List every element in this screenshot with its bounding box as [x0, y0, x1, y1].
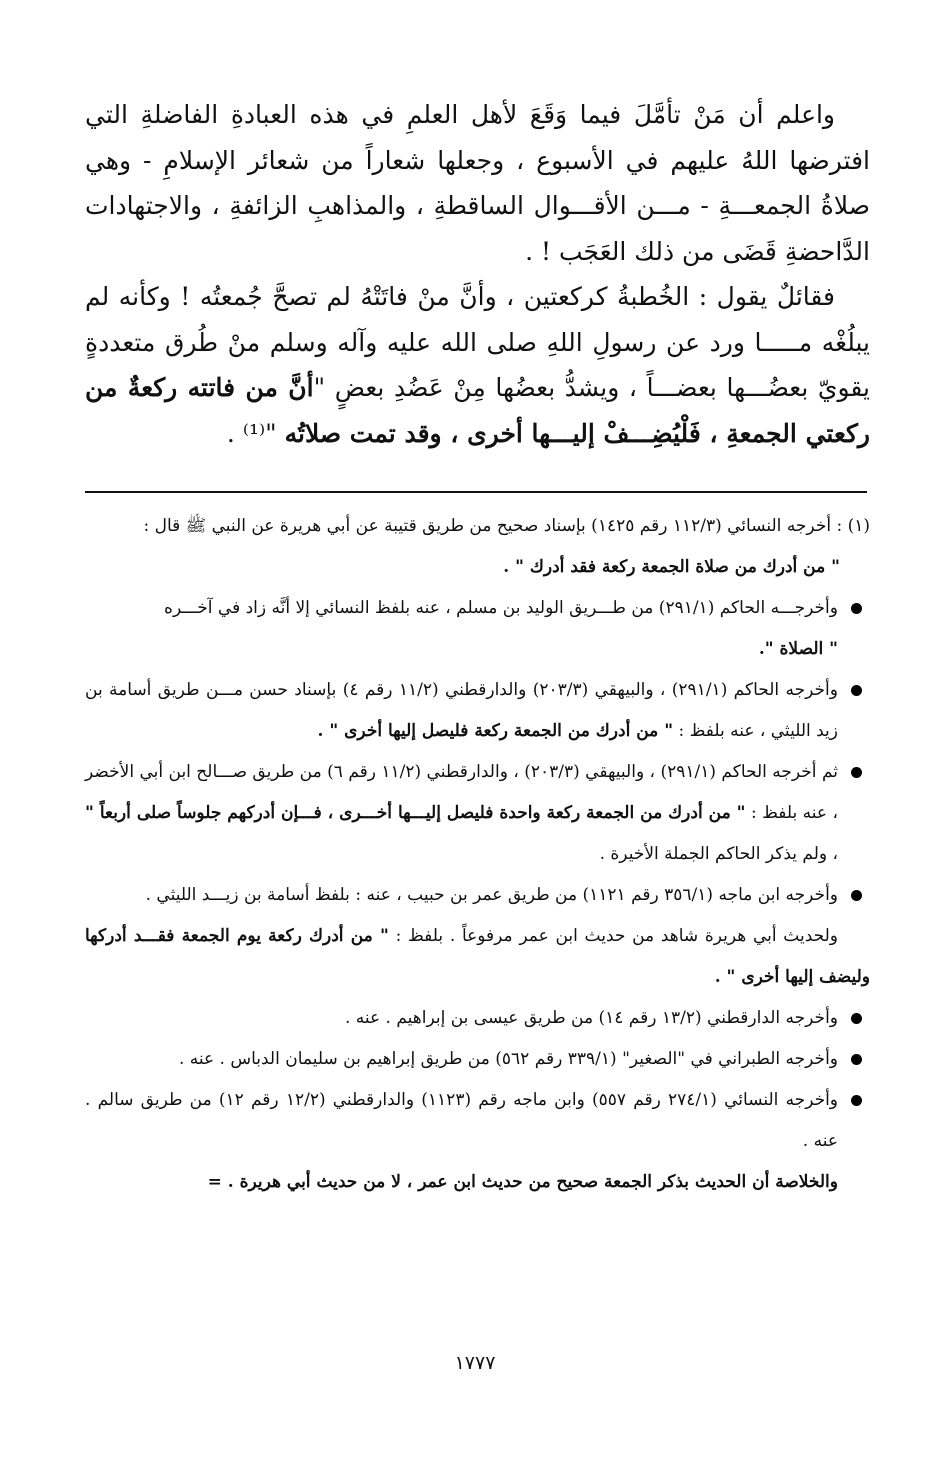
bullet-6-text: وأخرجه الطبراني في "الصغير" (٣٣٩/١ رقم ٥٦٢) من طريق إبراهيم بن سليمان الدباس . عنه . [178, 1049, 838, 1069]
bullet-icon [851, 767, 862, 778]
bullet-2-quote: " من أدرك من الجمعة ركعة فليصل إليها أخرى " . [317, 721, 674, 741]
bullet-5-text: وأخرجه الدارقطني (١٣/٢ رقم ١٤) من طريق عيسى بن إبراهيم . عنه . [344, 1008, 838, 1028]
bullet-2-text: وأخرجه الحاكم (٢٩١/١) ، والبيهقي (٢٠٣/٣) والدارقطني (١١/٢ رقم ٤) بإسناد حسن مـــن طريق أسامة بن زيد الليثي ، عنه بلفظ : [85, 680, 838, 741]
bullet-1-text: وأخرجـــه الحاكم (٢٩١/١) من طـــريق الوليد بن مسلم ، عنه بلفظ النسائي إلا أنَّه زاد في آخـــره [164, 598, 838, 618]
main-paragraph-2 [85, 274, 870, 456]
bullet-3-text: ثم أخرجه الحاكم (٢٩١/١) ، والبيهقي (٢٠٣/٣) ، والدارقطني (١١/٢ رقم ٦) من طريق صـــالح ابن أبي الأخضر ، عنه بلفظ : [85, 762, 838, 823]
summary-line: والخلاصة أن الحديث بذكر الجمعة صحيح من حديث ابن عمر ، لا من حديث أبي هريرة . = [207, 1172, 838, 1192]
footnote-bullet-4 [85, 875, 870, 916]
bullet-icon [851, 1054, 862, 1065]
footnote-bullet-7 [85, 1080, 870, 1162]
bullet-3-quote: " من أدرك من الجمعة ركعة واحدة فليصل إليـــها أخـــرى ، فـــإن أدركهم جلوساً صلى أربعاً " [85, 803, 746, 823]
footnotes [85, 506, 870, 1203]
footnote-divider [85, 491, 867, 493]
bullet-icon [851, 1013, 862, 1024]
bullet-4-text: وأخرجه ابن ماجه (٣٥٦/١ رقم ١١٢١) من طريق عمر بن حبيب ، عنه : بلفظ أسامة بن زيـــد الليثي . [145, 885, 838, 905]
footnote-1-quote: " من أدرك من صلاة الجمعة ركعة فقد أدرك " . [503, 557, 840, 577]
bullet-icon [851, 685, 862, 696]
bullet-icon [851, 890, 862, 901]
bullet-7-text: وأخرجه النسائي (٢٧٤/١ رقم ٥٥٧) وابن ماجه رقم (١١٢٣) والدارقطني (١٢/٢ رقم ١٢) من طريق سالم . عنه . [85, 1090, 839, 1151]
paragraph-text: ولحديث أبي هريرة شاهد من حديث ابن عمر مرفوعاً . بلفظ : [395, 926, 839, 946]
paragraph-quote: " من أدرك ركعة يوم الجمعة فقـــد أدركها وليضف إليها أخرى " . [85, 926, 870, 987]
footnote-reference: "⁽¹⁾ . [226, 418, 277, 448]
main-paragraph-1: واعلم أن مَنْ تأمَّلَ فيما وَقَعَ لأهل العلمِ في هذه العبادةِ الفاضلةِ التي افترضها اللهُ عليهم في الأسبوع ، وجعلها شعاراً من شعائر الإسلامِ - وهي صلاةُ الجمعـــةِ - مـــن الأقـــوال الساقطةِ ، والمذاهبِ الزائفةِ ، والاجتهادات الدَّاحضةِ قَضَى من ذلك العَجَب ! . [85, 100, 870, 266]
bullet-icon [851, 603, 862, 614]
bullet-1-quote: " الصلاة ". [758, 639, 838, 659]
footnote-bullet-2 [85, 670, 870, 752]
page-number: ١٧٧٧ [454, 1352, 496, 1374]
footnote-bullet-5 [85, 998, 870, 1039]
hadith-quote: أنَّ من فاتته ركعةٌ من ركعتي الجمعةِ ، فَلْيُضِـــفْ إليـــها أخرى ، وقد تمت صلاتُه [85, 373, 870, 448]
bullet-3-tail: ، ولم يذكر الحاكم الجملة الأخيرة . [599, 844, 838, 864]
main-paragraph-2-text: فقائلٌ يقول : الخُطبةُ كركعتين ، وأنَّ منْ فاتَتْهُ لم تصحَّ جُمعتُه ! وكأنه لم يبلُغْه مـــــا ورد عن رسولِ اللهِ صلى الله عليه وآله وسلم منْ طُرق متعددةٍ يقويّ بعضُـــها بعضـــاً ، ويشدُّ بعضُها مِنْ عَضُدِ بعضٍ " [85, 282, 871, 402]
footnote-bullet-3 [85, 752, 870, 875]
footnote-bullet-1 [85, 588, 870, 670]
footnote-1: (١) : أخرجه النسائي (١١٢/٣ رقم ١٤٢٥) بإسناد صحيح من طريق قتيبة عن أبي هريرة عن النبي ﷺ قال : [143, 516, 870, 536]
main-text [85, 92, 870, 456]
footnote-paragraph [85, 916, 870, 998]
bullet-icon [851, 1095, 862, 1106]
footnote-bullet-6 [85, 1039, 870, 1080]
